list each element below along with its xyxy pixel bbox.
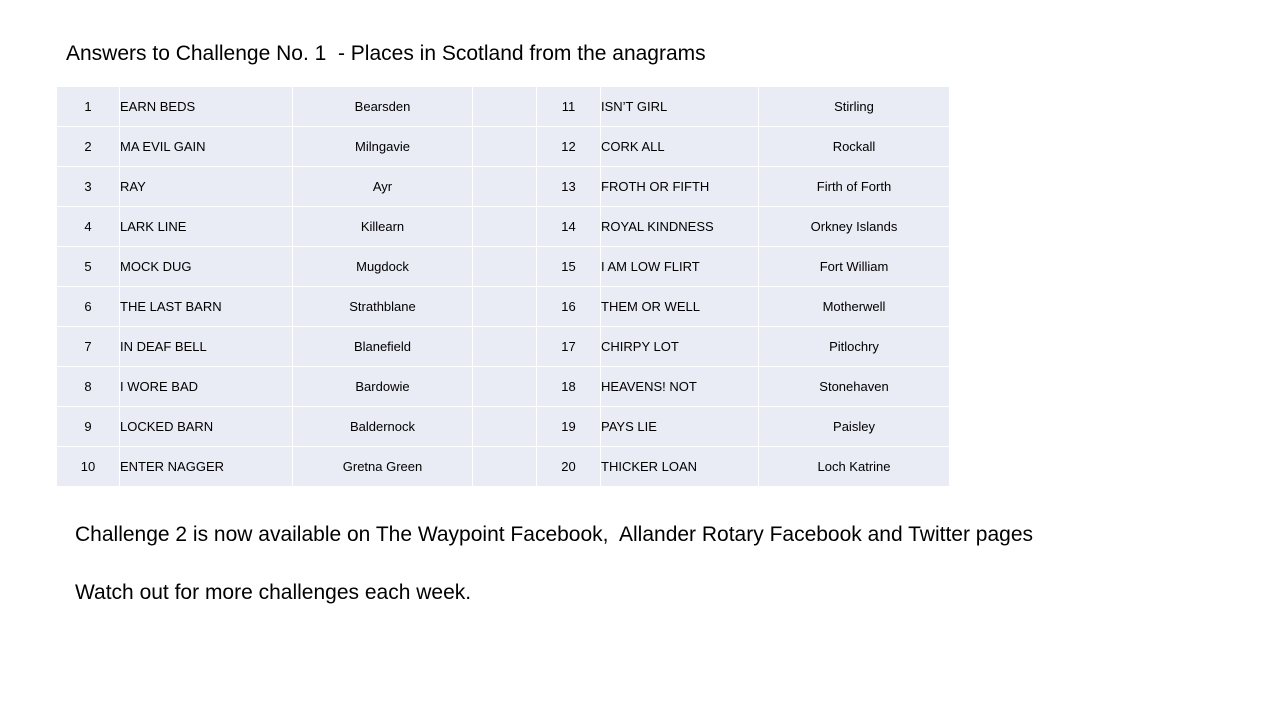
anagram-cell: PAYS LIE [601, 407, 759, 447]
answer-cell: Pitlochry [759, 327, 950, 367]
row-number: 17 [537, 327, 601, 367]
anagram-cell: CHIRPY LOT [601, 327, 759, 367]
table-row [57, 167, 950, 207]
anagram-cell: I AM LOW FLIRT [601, 247, 759, 287]
answers-table-body [57, 87, 950, 487]
answer-cell: Ayr [293, 167, 473, 207]
table-row [57, 207, 950, 247]
table-row [57, 327, 950, 367]
anagram-cell: ENTER NAGGER [120, 447, 293, 487]
challenge-2-note: Challenge 2 is now available on The Waypoint Facebook, Allander Rotary Facebook and Twitter pages [75, 523, 1034, 546]
answer-cell: Rockall [759, 127, 950, 167]
answer-cell: Stonehaven [759, 367, 950, 407]
answer-cell: Paisley [759, 407, 950, 447]
table-row [57, 407, 950, 447]
anagram-cell: MOCK DUG [120, 247, 293, 287]
spacer-cell [473, 87, 537, 127]
row-number: 10 [57, 447, 120, 487]
spacer-cell [473, 287, 537, 327]
row-number: 15 [537, 247, 601, 287]
table-row [57, 447, 950, 487]
spacer-cell [473, 127, 537, 167]
anagram-cell: LOCKED BARN [120, 407, 293, 447]
anagram-cell: THE LAST BARN [120, 287, 293, 327]
spacer-cell [473, 407, 537, 447]
anagram-cell: IN DEAF BELL [120, 327, 293, 367]
answer-cell: Strathblane [293, 287, 473, 327]
row-number: 1 [57, 87, 120, 127]
spacer-cell [473, 327, 537, 367]
row-number: 18 [537, 367, 601, 407]
anagram-cell: EARN BEDS [120, 87, 293, 127]
row-number: 11 [537, 87, 601, 127]
row-number: 13 [537, 167, 601, 207]
answer-cell: Milngavie [293, 127, 473, 167]
row-number: 4 [57, 207, 120, 247]
page-title: Answers to Challenge No. 1 - Places in Scotland from the anagrams [66, 42, 706, 65]
answer-cell: Motherwell [759, 287, 950, 327]
answer-cell: Bardowie [293, 367, 473, 407]
anagram-cell: THEM OR WELL [601, 287, 759, 327]
answer-cell: Firth of Forth [759, 167, 950, 207]
answer-cell: Blanefield [293, 327, 473, 367]
table-row [57, 287, 950, 327]
anagram-cell: I WORE BAD [120, 367, 293, 407]
row-number: 9 [57, 407, 120, 447]
row-number: 14 [537, 207, 601, 247]
row-number: 12 [537, 127, 601, 167]
row-number: 3 [57, 167, 120, 207]
spacer-cell [473, 247, 537, 287]
anagram-cell: THICKER LOAN [601, 447, 759, 487]
answers-table [56, 86, 950, 487]
anagram-cell: CORK ALL [601, 127, 759, 167]
answer-cell: Fort William [759, 247, 950, 287]
anagram-cell: ROYAL KINDNESS [601, 207, 759, 247]
row-number: 19 [537, 407, 601, 447]
anagram-cell: ISN’T GIRL [601, 87, 759, 127]
table-row [57, 127, 950, 167]
answer-cell: Bearsden [293, 87, 473, 127]
spacer-cell [473, 447, 537, 487]
spacer-cell [473, 367, 537, 407]
row-number: 5 [57, 247, 120, 287]
anagram-cell: FROTH OR FIFTH [601, 167, 759, 207]
anagram-cell: RAY [120, 167, 293, 207]
more-challenges-note: Watch out for more challenges each week. [75, 581, 472, 604]
row-number: 16 [537, 287, 601, 327]
table-row [57, 247, 950, 287]
answer-cell: Gretna Green [293, 447, 473, 487]
anagram-cell: HEAVENS! NOT [601, 367, 759, 407]
answer-cell: Mugdock [293, 247, 473, 287]
row-number: 2 [57, 127, 120, 167]
spacer-cell [473, 167, 537, 207]
row-number: 6 [57, 287, 120, 327]
row-number: 7 [57, 327, 120, 367]
anagram-cell: MA EVIL GAIN [120, 127, 293, 167]
answer-cell: Stirling [759, 87, 950, 127]
answer-cell: Loch Katrine [759, 447, 950, 487]
spacer-cell [473, 207, 537, 247]
answer-cell: Orkney Islands [759, 207, 950, 247]
table-row [57, 367, 950, 407]
answer-cell: Killearn [293, 207, 473, 247]
row-number: 20 [537, 447, 601, 487]
table-row [57, 87, 950, 127]
row-number: 8 [57, 367, 120, 407]
anagram-cell: LARK LINE [120, 207, 293, 247]
answer-cell: Baldernock [293, 407, 473, 447]
